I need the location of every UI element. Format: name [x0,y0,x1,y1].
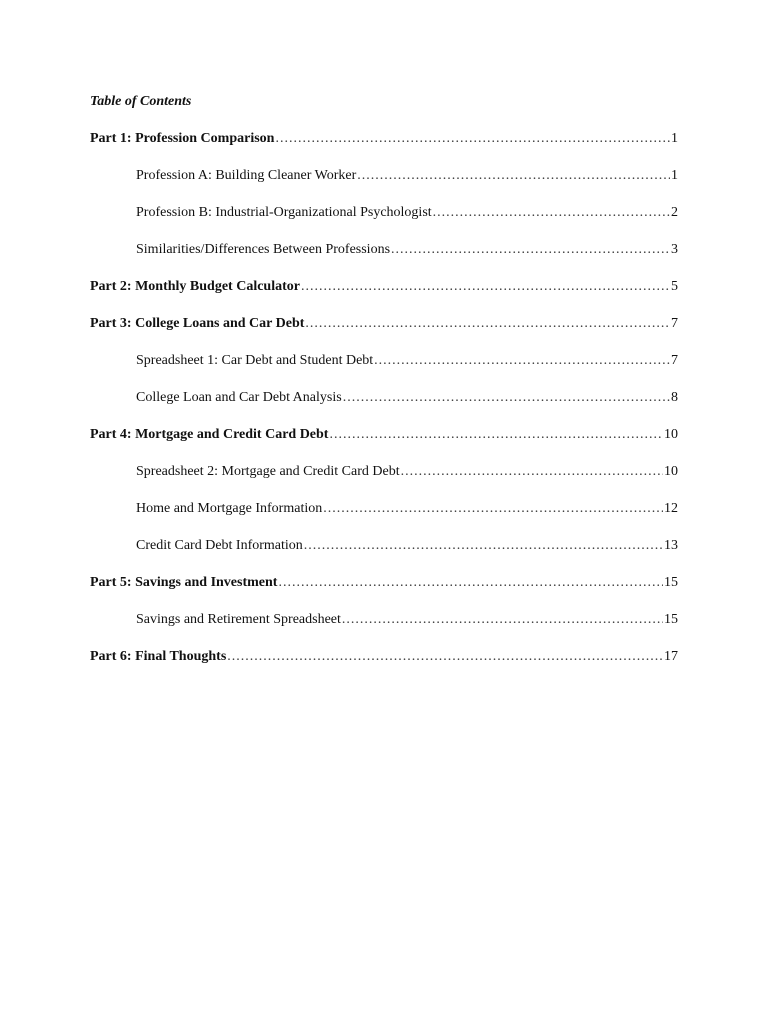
toc-page-number: 10 [664,427,678,442]
toc-entry-title: Part 3: College Loans and Car Debt [90,316,305,331]
toc-sub-entry [90,500,678,537]
toc-dot-leader [278,574,663,592]
toc-page-number: 17 [664,649,678,664]
toc-part-entry [90,574,678,611]
toc-entry-title: Savings and Retirement Spreadsheet [136,612,341,627]
toc-page-number: 3 [671,242,678,257]
toc-dot-leader [433,204,670,222]
toc-page-number: 7 [671,316,678,331]
toc-dot-leader [227,648,663,666]
toc-page-number: 10 [664,464,678,479]
toc-part-entry [90,426,678,463]
toc-part-entry [90,315,678,352]
toc-sub-entry [90,352,678,389]
toc-page-number: 7 [671,353,678,368]
toc-sub-entry [90,537,678,574]
toc-page-number: 5 [671,279,678,294]
toc-dot-leader [323,500,663,518]
toc-part-entry [90,278,678,315]
toc-entry-title: Home and Mortgage Information [136,501,323,516]
toc-entry-title: Profession A: Building Cleaner Worker [136,168,357,183]
toc-entry-title: Part 2: Monthly Budget Calculator [90,279,300,294]
toc-entry-title: Spreadsheet 2: Mortgage and Credit Card Debt [136,464,400,479]
toc-dot-leader [329,426,663,444]
toc-title: Table of Contents [90,94,192,109]
toc-entry-title: Profession B: Industrial-Organizational Psychologist [136,205,432,220]
toc-list [90,130,678,685]
toc-dot-leader [305,315,670,333]
toc-page-number: 15 [664,575,678,590]
toc-dot-leader [391,241,670,259]
toc-sub-entry [90,241,678,278]
toc-dot-leader [357,167,670,185]
toc-part-entry [90,130,678,167]
toc-entry-title: Spreadsheet 1: Car Debt and Student Debt [136,353,374,368]
toc-sub-entry [90,167,678,204]
toc-dot-leader [374,352,670,370]
toc-sub-entry [90,463,678,500]
toc-sub-entry [90,389,678,426]
toc-dot-leader [301,278,670,296]
toc-entry-title: Part 1: Profession Comparison [90,131,275,146]
toc-entry-title: Credit Card Debt Information [136,538,303,553]
toc-dot-leader [401,463,663,481]
toc-sub-entry [90,611,678,648]
toc-entry-title: Part 6: Final Thoughts [90,649,227,664]
toc-page-number: 2 [671,205,678,220]
toc-entry-title: Similarities/Differences Between Professions [136,242,391,257]
toc-entry-title: Part 5: Savings and Investment [90,575,278,590]
toc-entry-title: College Loan and Car Debt Analysis [136,390,342,405]
toc-sub-entry [90,204,678,241]
toc-page-number: 15 [664,612,678,627]
toc-page-number: 1 [671,168,678,183]
toc-page-number: 13 [664,538,678,553]
toc-page-number: 8 [671,390,678,405]
toc-dot-leader [304,537,663,555]
toc-page-number: 12 [664,501,678,516]
toc-entry-title: Part 4: Mortgage and Credit Card Debt [90,427,329,442]
toc-page-number: 1 [671,131,678,146]
toc-part-entry [90,648,678,685]
toc-dot-leader [343,389,670,407]
toc-dot-leader [275,130,670,148]
toc-dot-leader [342,611,663,629]
